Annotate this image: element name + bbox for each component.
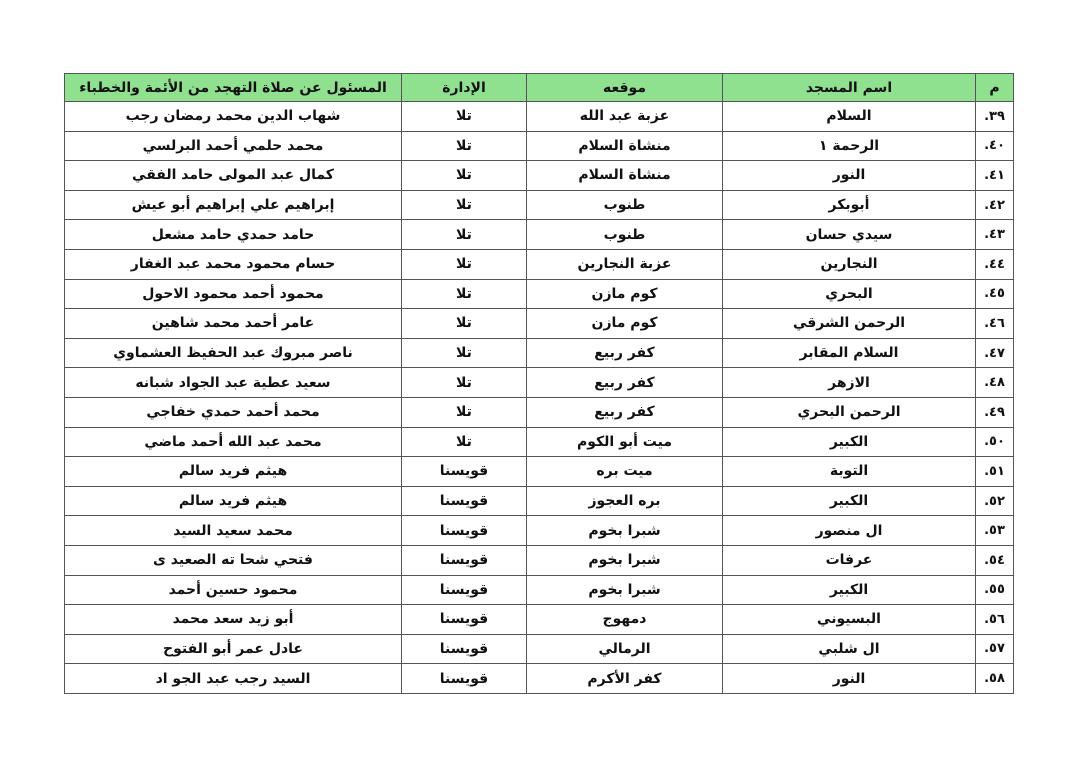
cell-location: عزبة عبد الله bbox=[527, 102, 723, 132]
table-body bbox=[65, 102, 1014, 694]
cell-num: ٥٤. bbox=[976, 545, 1014, 575]
cell-location: منشاة السلام bbox=[527, 131, 723, 161]
cell-responsible: أبو زيد سعد محمد bbox=[65, 605, 402, 635]
cell-num: ٥٧. bbox=[976, 634, 1014, 664]
cell-num: ٤٤. bbox=[976, 249, 1014, 279]
cell-responsible: محمد أحمد حمدي خفاجي bbox=[65, 397, 402, 427]
table-row bbox=[65, 338, 1014, 368]
cell-location: الرمالي bbox=[527, 634, 723, 664]
table-row bbox=[65, 368, 1014, 398]
cell-responsible: عامر أحمد محمد شاهين bbox=[65, 309, 402, 339]
cell-location: ميت بره bbox=[527, 457, 723, 487]
cell-mosque-name: الكبير bbox=[723, 486, 976, 516]
cell-mosque-name: البحري bbox=[723, 279, 976, 309]
cell-responsible: حسام محمود محمد عبد الغفار bbox=[65, 249, 402, 279]
table-row bbox=[65, 516, 1014, 546]
cell-mosque-name: عرفات bbox=[723, 545, 976, 575]
document-page bbox=[65, 73, 1014, 694]
cell-administration: قويسنا bbox=[402, 575, 527, 605]
cell-location: شبرا بخوم bbox=[527, 575, 723, 605]
cell-mosque-name: الازهر bbox=[723, 368, 976, 398]
cell-administration: تلا bbox=[402, 397, 527, 427]
cell-responsible: هيثم فريد سالم bbox=[65, 457, 402, 487]
cell-mosque-name: ال شلبي bbox=[723, 634, 976, 664]
cell-mosque-name: السلام bbox=[723, 102, 976, 132]
cell-location: عزبة النجارين bbox=[527, 249, 723, 279]
cell-num: ٥٨. bbox=[976, 664, 1014, 694]
cell-administration: تلا bbox=[402, 249, 527, 279]
cell-responsible: شهاب الدين محمد رمضان رجب bbox=[65, 102, 402, 132]
table-row bbox=[65, 161, 1014, 191]
cell-num: ٤٢. bbox=[976, 190, 1014, 220]
cell-responsible: إبراهيم علي إبراهيم أبو عيش bbox=[65, 190, 402, 220]
table-row bbox=[65, 220, 1014, 250]
cell-administration: قويسنا bbox=[402, 634, 527, 664]
table-row bbox=[65, 486, 1014, 516]
table-row bbox=[65, 664, 1014, 694]
cell-num: ٤٧. bbox=[976, 338, 1014, 368]
cell-num: ٥٥. bbox=[976, 575, 1014, 605]
cell-num: ٥٢. bbox=[976, 486, 1014, 516]
cell-mosque-name: الرحمن البحري bbox=[723, 397, 976, 427]
cell-mosque-name: الرحمة ١ bbox=[723, 131, 976, 161]
cell-mosque-name: التوبة bbox=[723, 457, 976, 487]
cell-mosque-name: الكبير bbox=[723, 427, 976, 457]
cell-mosque-name: ال منصور bbox=[723, 516, 976, 546]
cell-responsible: محمد سعيد السيد bbox=[65, 516, 402, 546]
table-row bbox=[65, 397, 1014, 427]
cell-location: بره العجوز bbox=[527, 486, 723, 516]
cell-administration: قويسنا bbox=[402, 605, 527, 635]
cell-administration: قويسنا bbox=[402, 664, 527, 694]
cell-num: ٤٦. bbox=[976, 309, 1014, 339]
cell-location: منشاة السلام bbox=[527, 161, 723, 191]
cell-responsible: عادل عمر أبو الفتوح bbox=[65, 634, 402, 664]
cell-administration: تلا bbox=[402, 161, 527, 191]
cell-location: كفر ربيع bbox=[527, 368, 723, 398]
cell-responsible: محمد حلمي أحمد البرلسي bbox=[65, 131, 402, 161]
cell-administration: تلا bbox=[402, 368, 527, 398]
table-row bbox=[65, 102, 1014, 132]
cell-mosque-name: النور bbox=[723, 161, 976, 191]
cell-location: كوم مازن bbox=[527, 279, 723, 309]
cell-administration: تلا bbox=[402, 427, 527, 457]
cell-mosque-name: النجارين bbox=[723, 249, 976, 279]
cell-num: ٤٨. bbox=[976, 368, 1014, 398]
table-row bbox=[65, 190, 1014, 220]
cell-administration: تلا bbox=[402, 309, 527, 339]
table-row bbox=[65, 309, 1014, 339]
table-row bbox=[65, 575, 1014, 605]
cell-administration: تلا bbox=[402, 190, 527, 220]
cell-responsible: هيثم فريد سالم bbox=[65, 486, 402, 516]
table-row bbox=[65, 634, 1014, 664]
cell-responsible: سعيد عطية عبد الجواد شبانه bbox=[65, 368, 402, 398]
cell-location: كفر ربيع bbox=[527, 397, 723, 427]
table-row bbox=[65, 457, 1014, 487]
header-mosque-name: اسم المسجد bbox=[723, 74, 976, 102]
header-responsible: المسئول عن صلاة التهجد من الأئمة والخطباء bbox=[65, 74, 402, 102]
cell-location: كفر ربيع bbox=[527, 338, 723, 368]
cell-mosque-name: الرحمن الشرقي bbox=[723, 309, 976, 339]
table-row bbox=[65, 427, 1014, 457]
cell-num: ٥١. bbox=[976, 457, 1014, 487]
table-row bbox=[65, 605, 1014, 635]
cell-mosque-name: السلام المقابر bbox=[723, 338, 976, 368]
cell-num: ٥٠. bbox=[976, 427, 1014, 457]
cell-mosque-name: سيدي حسان bbox=[723, 220, 976, 250]
cell-mosque-name: أبوبكر bbox=[723, 190, 976, 220]
cell-location: شبرا بخوم bbox=[527, 516, 723, 546]
cell-num: ٥٣. bbox=[976, 516, 1014, 546]
cell-num: ٣٩. bbox=[976, 102, 1014, 132]
cell-location: كفر الأكرم bbox=[527, 664, 723, 694]
cell-location: كوم مازن bbox=[527, 309, 723, 339]
cell-num: ٥٦. bbox=[976, 605, 1014, 635]
table-row bbox=[65, 249, 1014, 279]
cell-num: ٤٩. bbox=[976, 397, 1014, 427]
cell-num: ٤٥. bbox=[976, 279, 1014, 309]
cell-location: طنوب bbox=[527, 220, 723, 250]
cell-location: دمهوج bbox=[527, 605, 723, 635]
header-row bbox=[65, 74, 1014, 102]
table-row bbox=[65, 545, 1014, 575]
cell-mosque-name: النور bbox=[723, 664, 976, 694]
cell-num: ٤٠. bbox=[976, 131, 1014, 161]
cell-mosque-name: الكبير bbox=[723, 575, 976, 605]
cell-administration: قويسنا bbox=[402, 457, 527, 487]
cell-administration: تلا bbox=[402, 131, 527, 161]
cell-administration: قويسنا bbox=[402, 516, 527, 546]
cell-responsible: فتحي شحا ته الصعيد ى bbox=[65, 545, 402, 575]
cell-mosque-name: البسيوني bbox=[723, 605, 976, 635]
cell-responsible: محمود أحمد محمود الاحول bbox=[65, 279, 402, 309]
cell-location: ميت أبو الكوم bbox=[527, 427, 723, 457]
cell-administration: قويسنا bbox=[402, 486, 527, 516]
header-num: م bbox=[976, 74, 1014, 102]
cell-responsible: السيد رجب عبد الجو اد bbox=[65, 664, 402, 694]
cell-num: ٤٣. bbox=[976, 220, 1014, 250]
cell-responsible: محمود حسين أحمد bbox=[65, 575, 402, 605]
cell-responsible: ناصر مبروك عبد الحفيظ العشماوي bbox=[65, 338, 402, 368]
cell-administration: قويسنا bbox=[402, 545, 527, 575]
mosques-table bbox=[64, 73, 1014, 694]
table-row bbox=[65, 279, 1014, 309]
table-row bbox=[65, 131, 1014, 161]
cell-administration: تلا bbox=[402, 220, 527, 250]
cell-administration: تلا bbox=[402, 279, 527, 309]
cell-responsible: حامد حمدي حامد مشعل bbox=[65, 220, 402, 250]
cell-administration: تلا bbox=[402, 338, 527, 368]
cell-responsible: كمال عبد المولى حامد الفقي bbox=[65, 161, 402, 191]
cell-location: طنوب bbox=[527, 190, 723, 220]
cell-num: ٤١. bbox=[976, 161, 1014, 191]
header-location: موقعه bbox=[527, 74, 723, 102]
cell-responsible: محمد عبد الله أحمد ماضي bbox=[65, 427, 402, 457]
table-header bbox=[65, 74, 1014, 102]
cell-location: شبرا بخوم bbox=[527, 545, 723, 575]
header-administration: الإدارة bbox=[402, 74, 527, 102]
cell-administration: تلا bbox=[402, 102, 527, 132]
